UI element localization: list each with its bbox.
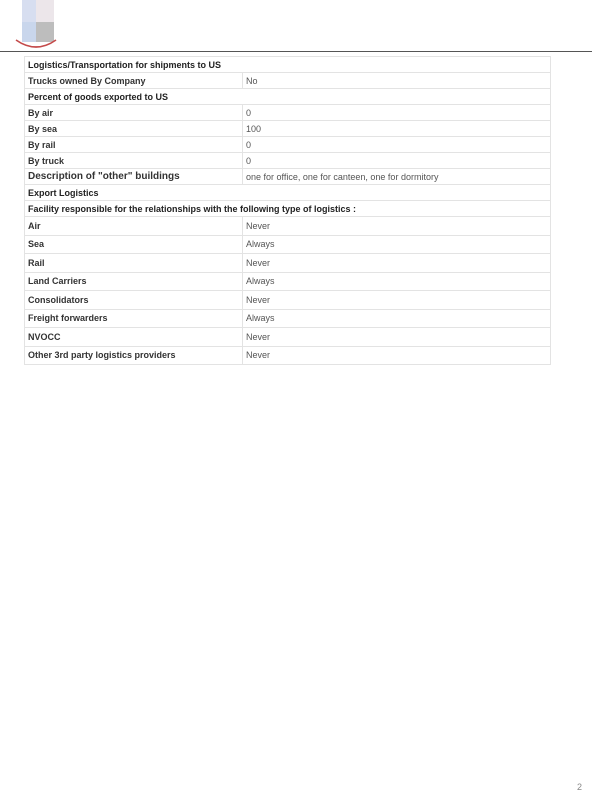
logistics-type-value: Never [243,346,551,365]
logistics-type-value: Always [243,235,551,254]
by-truck-label: By truck [25,153,243,169]
table-row [25,121,551,137]
table-row [25,217,551,236]
table-row [25,309,551,328]
by-sea-label: By sea [25,121,243,137]
section-title-export: Export Logistics [25,185,551,201]
logistics-type-value: Never [243,291,551,310]
logistics-type-value: Always [243,309,551,328]
by-air-label: By air [25,105,243,121]
table-row [25,291,551,310]
table-row [25,235,551,254]
by-sea-value: 100 [243,121,551,137]
table-row [25,137,551,153]
description-label: Description of "other" buildings [25,169,243,185]
logistics-type-label: Air [25,217,243,236]
trucks-label: Trucks owned By Company [25,73,243,89]
logistics-type-value: Never [243,217,551,236]
table-row [25,73,551,89]
table-row [25,89,551,105]
table-row [25,185,551,201]
by-air-value: 0 [243,105,551,121]
facility-title: Facility responsible for the relationships with the following type of logistics : [25,201,551,217]
logistics-type-label: NVOCC [25,328,243,347]
by-rail-value: 0 [243,137,551,153]
logistics-type-label: Rail [25,254,243,273]
page-number: 2 [576,782,582,792]
logistics-type-label: Other 3rd party logistics providers [25,346,243,365]
by-truck-value: 0 [243,153,551,169]
description-value: one for office, one for canteen, one for dormitory [243,169,551,185]
table-row [25,346,551,365]
table-row [25,254,551,273]
logistics-type-value: Never [243,254,551,273]
logistics-type-label: Land Carriers [25,272,243,291]
table-row [25,153,551,169]
logistics-type-value: Always [243,272,551,291]
table-row [25,201,551,217]
table-row [25,105,551,121]
logistics-type-value: Never [243,328,551,347]
section-title-logistics: Logistics/Transportation for shipments to US [25,57,551,73]
table-row [25,328,551,347]
logistics-type-label: Sea [25,235,243,254]
logistics-table [24,56,551,365]
company-logo-icon [12,0,70,50]
trucks-value: No [243,73,551,89]
table-row [25,169,551,185]
by-rail-label: By rail [25,137,243,153]
logistics-type-label: Consolidators [25,291,243,310]
header-divider [0,51,592,52]
table-row [25,272,551,291]
section-title-percent: Percent of goods exported to US [25,89,551,105]
table-row [25,57,551,73]
logistics-type-label: Freight forwarders [25,309,243,328]
